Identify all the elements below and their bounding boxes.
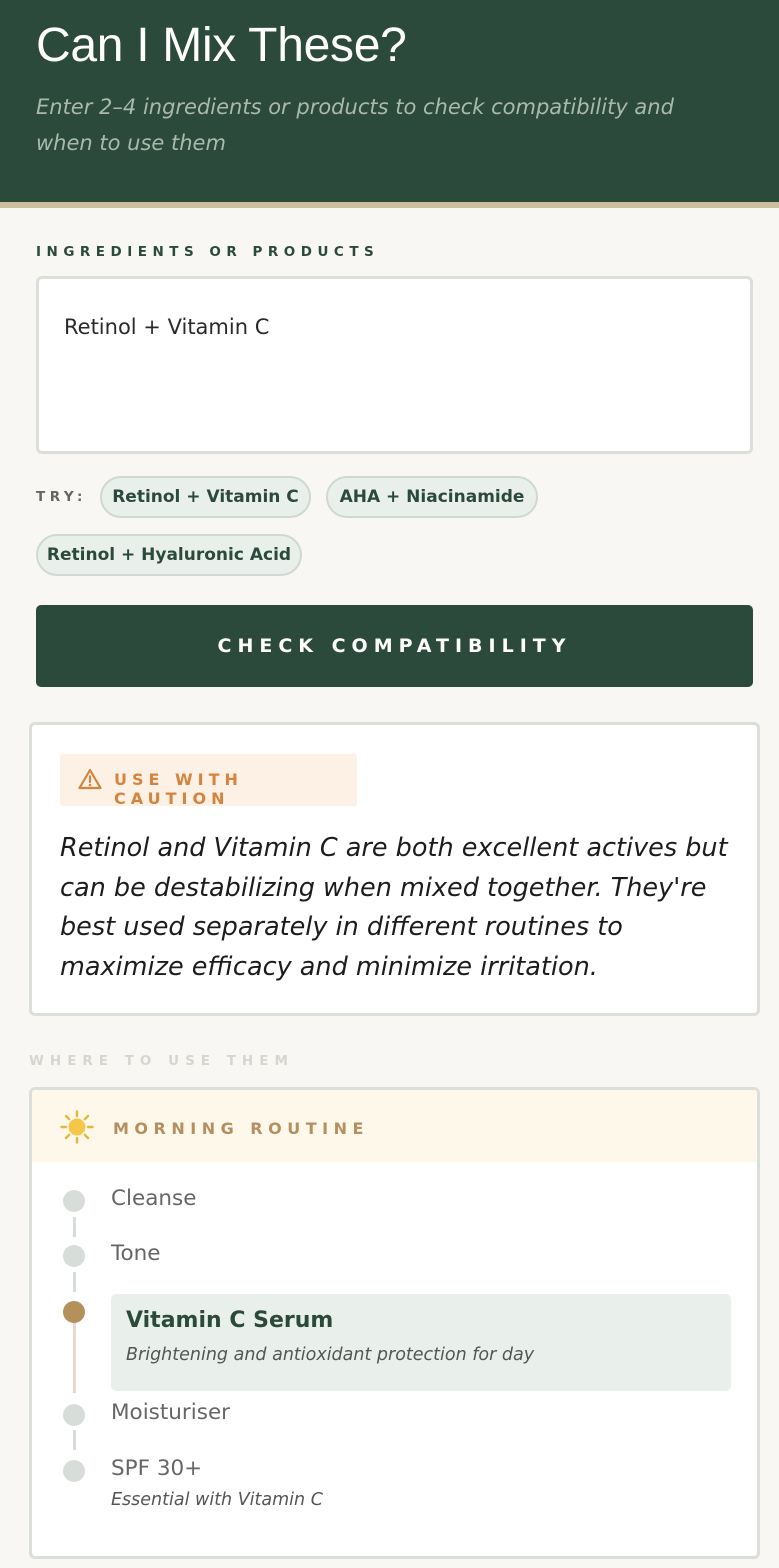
where-to-use-label: WHERE TO USE THEM [29,1053,294,1069]
try-label: TRY: [36,489,87,505]
step-dot-moisturiser [63,1404,85,1426]
header-divider [0,202,779,208]
ingredients-label: INGREDIENTS OR PRODUCTS [36,244,380,260]
caution-label: USE WITH CAUTION [114,770,243,808]
ingredients-input[interactable] [36,276,753,454]
step-dot-tone [63,1245,85,1267]
routine-header [32,1090,760,1162]
page-subtitle: Enter 2–4 ingredients or products to check compatibility and when to use them [36,95,674,155]
routine-title: MORNING ROUTINE [113,1119,369,1138]
step-connector [73,1272,76,1292]
suggestion-chip-retinol-vitamin-c[interactable]: Retinol + Vitamin C [100,476,311,518]
step-connector [73,1217,76,1237]
suggestion-chip-aha-niacinamide[interactable]: AHA + Niacinamide [326,476,538,518]
sun-icon [60,1110,94,1144]
highlighted-step [111,1294,731,1391]
check-compatibility-button[interactable]: CHECK COMPATIBILITY [36,605,753,687]
step-dot-spf [63,1460,85,1482]
ingredients-input-value[interactable]: Retinol + Vitamin C [64,315,270,339]
step-label-spf: SPF 30+ [111,1456,203,1481]
step-label-cleanse: Cleanse [111,1186,197,1211]
result-card [29,722,760,1016]
morning-routine-card [29,1087,760,1559]
step-note-spf: Essential with Vitamin C [111,1490,323,1510]
app-header [0,0,779,202]
caution-badge [60,754,357,806]
page-title: Can I Mix These? [36,19,407,72]
result-description: Retinol and Vitamin C are both excellent actives but can be destabilizing when mixed together. They're best used separately in different routines to maximize efficacy and minimize irritation. [60,833,728,982]
step-note-vitamin-c-serum: Brightening and antioxidant protection for day [126,1345,535,1365]
step-label-moisturiser: Moisturiser [111,1400,231,1425]
step-connector [73,1323,76,1393]
warning-triangle-icon [78,768,102,790]
step-dot-cleanse [63,1190,85,1212]
step-label-tone: Tone [111,1241,161,1266]
step-label-vitamin-c-serum: Vitamin C Serum [126,1308,334,1333]
step-dot-vitamin-c-serum [63,1301,85,1323]
suggestion-chip-retinol-hyaluronic-acid[interactable]: Retinol + Hyaluronic Acid [36,534,302,576]
step-connector [73,1430,76,1450]
